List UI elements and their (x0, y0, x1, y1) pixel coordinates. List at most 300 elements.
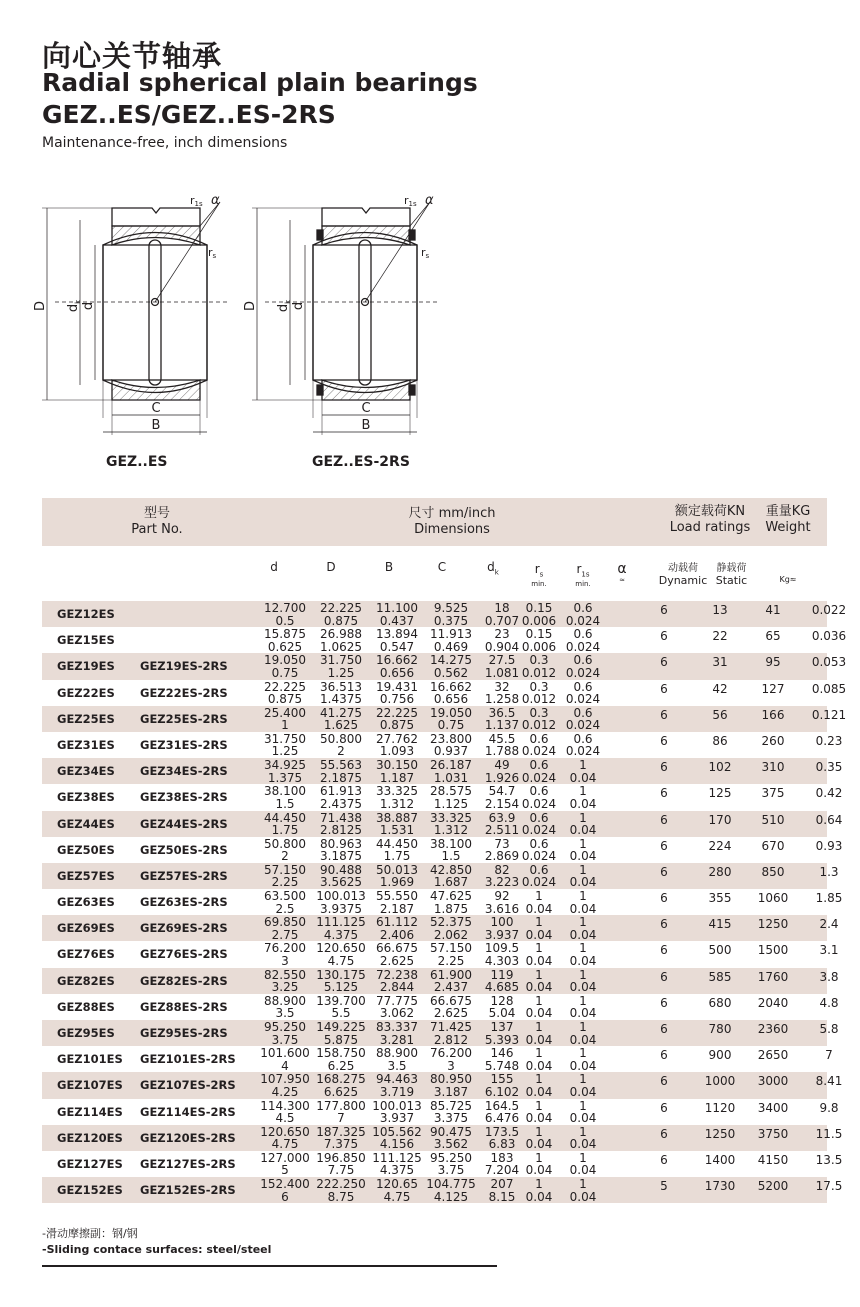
cell-w: 13.5 (815, 1152, 843, 1167)
cell-D: 50.800 2 (320, 731, 362, 759)
cell-D: 36.513 1.4375 (320, 679, 362, 707)
cell-C: 11.913 0.469 (430, 627, 472, 654)
cell-dk: 92 3.616 (484, 889, 520, 916)
cell-d: 22.225 0.875 (264, 679, 306, 707)
cell-d: 44.450 1.75 (264, 810, 306, 837)
part-number: GEZ22ES (57, 685, 115, 700)
cell-D: 168.275 6.625 (316, 1072, 366, 1099)
cell-dk: 173.5 6.83 (484, 1124, 520, 1152)
part-number-2rs: GEZ120ES-2RS (140, 1130, 236, 1145)
cell-rs: 1 0.04 (525, 941, 553, 968)
table-row (42, 862, 839, 890)
cell-dyn: 1000 (704, 1074, 736, 1089)
cell-dk: 146 5.748 (484, 1046, 520, 1073)
cell-dk: 155 6.102 (484, 1072, 520, 1099)
cell-C: 95.250 3.75 (430, 1150, 472, 1178)
cell-r1s: 0.6 0.024 (565, 653, 601, 680)
cell-w: 0.036 (811, 629, 847, 644)
cell-dk: 27.5 1.081 (484, 653, 520, 680)
table-row (42, 627, 847, 654)
cell-r1s: 1 0.04 (569, 889, 597, 916)
part-number-2rs: GEZ76ES-2RS (140, 947, 228, 962)
cell-a: 6 (660, 1022, 668, 1036)
cell-r1s: 1 0.04 (569, 1150, 597, 1178)
cell-dk: 128 5.04 (488, 993, 516, 1021)
cell-stat: 4150 (757, 1152, 789, 1167)
cell-a: 6 (660, 655, 668, 670)
cell-a: 6 (660, 707, 668, 722)
cell-C: 85.725 3.375 (430, 1098, 472, 1126)
cell-r1s: 1 0.04 (569, 967, 597, 995)
footer-rule (42, 1265, 497, 1267)
part-number-2rs: GEZ101ES-2RS (140, 1052, 236, 1067)
part-number: GEZ25ES (57, 711, 115, 726)
cell-r1s: 1 0.04 (569, 1124, 597, 1152)
dim-label-B: B (151, 418, 161, 433)
part-number: GEZ50ES (57, 842, 115, 857)
cell-dk: 164.5 6.476 (484, 1098, 520, 1126)
cell-r1s: 0.6 0.024 (565, 679, 601, 707)
cell-B: 27.762 1.093 (376, 731, 418, 759)
table-row (42, 758, 843, 785)
cell-dyn: 680 (708, 995, 732, 1010)
sub-alpha: α ≈ (617, 561, 627, 584)
cell-dyn: 1400 (704, 1152, 736, 1167)
table-row (42, 967, 839, 995)
cell-d: 152.400 6 (260, 1177, 310, 1204)
cell-r1s: 1 0.04 (569, 915, 597, 942)
table-header (42, 498, 827, 546)
cell-rs: 1 0.04 (525, 1177, 553, 1204)
cell-dk: 119 4.685 (484, 967, 520, 995)
cell-rs: 1 0.04 (525, 967, 553, 995)
cell-B: 94.463 3.719 (376, 1072, 418, 1099)
cell-C: 71.425 2.812 (430, 1020, 472, 1047)
dim-label-C: C (151, 401, 161, 416)
cell-dyn: 355 (708, 891, 732, 906)
cell-w: 7 (825, 1048, 833, 1063)
cell-a: 6 (660, 733, 668, 748)
cell-C: 57.150 2.25 (430, 941, 472, 968)
part-number-2rs: GEZ25ES-2RS (140, 711, 228, 726)
cell-D: 71.438 2.8125 (320, 810, 362, 837)
cell-a: 6 (660, 1074, 668, 1089)
cell-d: 57.150 2.25 (264, 862, 306, 890)
part-number: GEZ107ES (57, 1078, 123, 1093)
cell-d: 95.250 3.75 (264, 1020, 306, 1047)
alpha-label: α (211, 193, 220, 208)
part-number: GEZ31ES (57, 737, 115, 752)
cell-rs: 1 0.04 (525, 889, 553, 916)
cell-D: 22.225 0.875 (320, 601, 362, 628)
cell-C: 14.275 0.562 (430, 653, 472, 680)
cell-B: 38.887 1.531 (376, 810, 418, 837)
cell-dk: 54.7 2.154 (484, 784, 520, 811)
cell-stat: 1060 (757, 891, 789, 906)
dim-label-rs-2: rs (421, 246, 430, 260)
cell-C: 76.200 3 (430, 1046, 472, 1073)
cell-d: 25.400 1 (264, 705, 306, 733)
cell-r1s: 1 0.04 (569, 810, 597, 837)
cell-D: 61.913 2.4375 (320, 784, 362, 811)
cell-B: 105.562 4.156 (372, 1124, 422, 1152)
table-row (42, 993, 839, 1021)
cell-stat: 3750 (757, 1126, 789, 1141)
cell-stat: 310 (761, 760, 785, 775)
cell-C: 16.662 0.656 (430, 679, 472, 707)
cell-D: 177.800 7 (316, 1098, 366, 1126)
cell-r1s: 0.6 0.024 (565, 731, 601, 759)
cell-w: 0.23 (815, 733, 843, 748)
cell-stat: 850 (761, 864, 785, 879)
cell-C: 47.625 1.875 (430, 889, 472, 916)
cell-dyn: 1120 (704, 1100, 736, 1115)
dim-label-dk: $d_k$ (66, 299, 82, 313)
cell-D: 139.700 5.5 (316, 993, 366, 1021)
part-number-2rs: GEZ82ES-2RS (140, 973, 228, 988)
cell-C: 28.575 1.125 (430, 784, 472, 811)
cell-dyn: 86 (712, 733, 728, 748)
cell-dyn: 22 (712, 629, 728, 644)
cell-dk: 32 1.258 (484, 679, 520, 707)
cell-rs: 0.3 0.012 (521, 653, 557, 680)
table-row (42, 679, 847, 707)
table-row (42, 784, 843, 811)
cell-dk: 100 3.937 (484, 915, 520, 942)
table-row (42, 1020, 839, 1047)
cell-a: 6 (660, 838, 668, 853)
part-number: GEZ127ES (57, 1156, 123, 1171)
cell-a: 6 (660, 943, 668, 958)
cell-d: 127.000 5 (260, 1150, 310, 1178)
cell-rs: 0.3 0.012 (521, 705, 557, 733)
cell-B: 13.894 0.547 (376, 627, 418, 654)
cell-d: 120.650 4.75 (260, 1124, 310, 1152)
cell-rs: 0.6 0.024 (521, 862, 557, 890)
cell-d: 114.300 4.5 (260, 1098, 310, 1126)
cell-D: 55.563 2.1875 (320, 758, 362, 785)
part-number-2rs: GEZ88ES-2RS (140, 999, 228, 1014)
cell-w: 0.121 (811, 707, 847, 722)
cell-d: 15.875 0.625 (264, 627, 306, 654)
dim-label-dk-2: $d_k$ (276, 299, 292, 313)
cell-a: 6 (660, 995, 668, 1010)
dim-label-d-2: d (291, 301, 306, 311)
cell-r1s: 1 0.04 (569, 993, 597, 1021)
cell-C: 9.525 0.375 (433, 601, 469, 628)
cell-dyn: 1730 (704, 1179, 736, 1194)
cell-rs: 1 0.04 (525, 1020, 553, 1047)
sub-D: D (326, 560, 336, 574)
cell-rs: 0.6 0.024 (521, 784, 557, 811)
cell-d: 12.700 0.5 (264, 601, 306, 628)
table-row (42, 1046, 833, 1073)
cell-r1s: 0.6 0.024 (565, 627, 601, 654)
table-body (42, 601, 847, 1204)
cell-a: 6 (660, 891, 668, 906)
cell-a: 6 (660, 917, 668, 932)
footnote-cn: -滑动摩擦副：钢/钢 (42, 1227, 138, 1240)
cell-stat: 670 (761, 838, 785, 853)
table-row (42, 1072, 843, 1099)
cell-C: 26.187 1.031 (430, 758, 472, 785)
cell-w: 1.3 (819, 864, 839, 879)
part-number: GEZ57ES (57, 868, 115, 883)
cell-dk: 82 3.223 (484, 862, 520, 890)
cell-C: 33.325 1.312 (430, 810, 472, 837)
bearing-drawings (0, 180, 860, 480)
cell-w: 0.085 (811, 681, 847, 696)
cell-D: 41.275 1.625 (320, 705, 362, 733)
cell-d: 76.200 3 (264, 941, 306, 968)
cell-stat: 375 (761, 786, 785, 801)
cell-w: 0.42 (815, 786, 843, 801)
cell-d: 19.050 0.75 (264, 653, 306, 680)
sub-dk: $d_k$ (487, 560, 499, 577)
part-number: GEZ12ES (57, 607, 115, 621)
cell-d: 38.100 1.5 (264, 784, 306, 811)
part-number-2rs: GEZ22ES-2RS (140, 685, 228, 700)
cell-C: 66.675 2.625 (430, 993, 472, 1021)
cell-dk: 23 0.904 (484, 627, 520, 654)
cell-B: 83.337 3.281 (376, 1020, 418, 1047)
sub-B: B (384, 560, 394, 574)
cell-C: 38.100 1.5 (430, 836, 472, 864)
cell-dyn: 125 (708, 786, 732, 801)
cell-stat: 510 (761, 812, 785, 827)
drawing-label-left: GEZ..ES (106, 454, 168, 470)
cell-a: 6 (660, 603, 668, 617)
cell-C: 90.475 3.562 (430, 1124, 472, 1152)
cell-a: 6 (660, 812, 668, 827)
cell-dyn: 900 (708, 1048, 732, 1063)
cell-dk: 137 5.393 (484, 1020, 520, 1047)
cell-d: 34.925 1.375 (264, 758, 306, 785)
part-number-2rs: GEZ95ES-2RS (140, 1026, 228, 1040)
part-number-2rs: GEZ44ES-2RS (140, 816, 228, 831)
cell-B: 22.225 0.875 (376, 705, 418, 733)
cell-D: 196.850 7.75 (316, 1150, 366, 1178)
part-number: GEZ44ES (57, 816, 115, 831)
cell-D: 222.250 8.75 (316, 1177, 366, 1204)
cell-w: 0.35 (815, 760, 843, 775)
cell-w: 4.8 (819, 995, 839, 1010)
cell-r1s: 1 0.04 (569, 836, 597, 864)
cell-a: 6 (660, 1048, 668, 1063)
part-number-2rs: GEZ63ES-2RS (140, 895, 228, 910)
cell-B: 16.662 0.656 (376, 653, 418, 680)
cell-dk: 63.9 2.511 (484, 810, 520, 837)
dim-label-C-2: C (361, 401, 371, 416)
cell-w: 5.8 (819, 1022, 839, 1036)
cell-rs: 0.6 0.024 (521, 836, 557, 864)
dim-label-r1s-2: r1s (404, 194, 417, 208)
cell-d: 107.950 4.25 (260, 1072, 310, 1099)
part-number: GEZ69ES (57, 921, 115, 936)
cell-C: 42.850 1.687 (430, 862, 472, 890)
cell-stat: 2360 (757, 1022, 789, 1036)
cell-B: 111.125 4.375 (372, 1150, 422, 1178)
cell-stat: 2040 (757, 995, 789, 1010)
cell-rs: 1 0.04 (525, 1124, 553, 1152)
drawing-right (252, 202, 440, 435)
cell-d: 31.750 1.25 (264, 731, 306, 759)
cell-a: 6 (660, 1126, 668, 1141)
cell-w: 9.8 (819, 1100, 839, 1115)
cell-B: 50.013 1.969 (376, 862, 418, 890)
cell-B: 55.550 2.187 (376, 889, 418, 916)
cell-w: 3.8 (819, 969, 839, 984)
part-number: GEZ63ES (57, 895, 115, 910)
cell-rs: 0.3 0.012 (521, 679, 557, 707)
cell-r1s: 1 0.04 (569, 862, 597, 890)
table-row (42, 810, 843, 837)
cell-D: 187.325 7.375 (316, 1124, 366, 1152)
title-cn: 向心关节轴承 (42, 39, 223, 73)
part-number-2rs: GEZ114ES-2RS (140, 1104, 236, 1119)
subtitle: Maintenance-free, inch dimensions (42, 135, 288, 151)
cell-D: 120.650 4.75 (316, 941, 366, 968)
cell-B: 19.431 0.756 (376, 679, 418, 707)
footnote-en: -Sliding contace surfaces: steel/steel (42, 1243, 272, 1256)
part-number: GEZ38ES (57, 790, 115, 805)
dim-label-d: d (81, 301, 96, 311)
cell-r1s: 1 0.04 (569, 1177, 597, 1204)
cell-a: 6 (660, 760, 668, 775)
cell-B: 44.450 1.75 (376, 836, 418, 864)
cell-a: 6 (660, 629, 668, 644)
cell-w: 0.022 (811, 603, 847, 617)
part-number: GEZ19ES (57, 659, 115, 674)
cell-stat: 5200 (757, 1179, 789, 1194)
cell-d: 101.600 4 (260, 1046, 310, 1073)
part-number: GEZ88ES (57, 999, 115, 1014)
table-row (42, 705, 847, 733)
cell-stat: 2650 (757, 1048, 789, 1063)
cell-D: 31.750 1.25 (320, 653, 362, 680)
cell-d: 63.500 2.5 (264, 889, 306, 916)
cell-dk: 45.5 1.788 (484, 731, 520, 759)
table-row (42, 1150, 843, 1178)
cell-C: 23.800 0.937 (430, 731, 472, 759)
cell-rs: 1 0.04 (525, 1072, 553, 1099)
cell-rs: 0.6 0.024 (521, 731, 557, 759)
cell-dyn: 415 (708, 917, 732, 932)
cell-D: 111.125 4.375 (316, 915, 366, 942)
part-number-2rs: GEZ19ES-2RS (140, 659, 228, 674)
cell-w: 17.5 (815, 1179, 843, 1194)
cell-B: 11.100 0.437 (376, 601, 418, 628)
cell-w: 8.41 (815, 1074, 843, 1089)
cell-stat: 1250 (757, 917, 789, 932)
cell-B: 100.013 3.937 (372, 1098, 422, 1126)
cell-w: 0.053 (811, 655, 847, 670)
cell-rs: 0.6 0.024 (521, 810, 557, 837)
cell-rs: 0.15 0.006 (521, 627, 557, 654)
cell-a: 6 (660, 681, 668, 696)
cell-r1s: 1 0.04 (569, 758, 597, 785)
cell-r1s: 1 0.04 (569, 1020, 597, 1047)
part-number-2rs: GEZ34ES-2RS (140, 764, 228, 779)
cell-dyn: 224 (708, 838, 732, 853)
cell-dyn: 13 (712, 603, 728, 617)
cell-dk: 207 8.15 (488, 1177, 516, 1204)
part-number: GEZ15ES (57, 633, 115, 648)
cell-C: 52.375 2.062 (430, 915, 472, 942)
cell-stat: 260 (761, 733, 785, 748)
cell-dk: 183 7.204 (484, 1150, 520, 1178)
cell-stat: 65 (765, 629, 781, 644)
cell-C: 61.900 2.437 (430, 967, 472, 995)
cell-B: 77.775 3.062 (376, 993, 418, 1021)
cell-w: 3.1 (819, 943, 839, 958)
sub-dynamic: 动载荷 Dynamic (658, 563, 708, 587)
dim-label-D: D (33, 300, 48, 312)
cell-dyn: 280 (708, 864, 732, 879)
part-number: GEZ120ES (57, 1130, 123, 1145)
cell-dyn: 42 (712, 681, 728, 696)
cell-w: 0.64 (815, 812, 843, 827)
cell-r1s: 1 0.04 (569, 1046, 597, 1073)
cell-C: 104.775 4.125 (426, 1177, 476, 1204)
cell-B: 33.325 1.312 (376, 784, 418, 811)
cell-a: 6 (660, 1152, 668, 1167)
part-number: GEZ82ES (57, 973, 115, 988)
cell-rs: 1 0.04 (525, 1150, 553, 1178)
part-number: GEZ101ES (57, 1052, 123, 1067)
drawing-label-right: GEZ..ES-2RS (312, 454, 410, 470)
cell-dk: 18 0.707 (484, 601, 520, 628)
cell-a: 6 (660, 1100, 668, 1115)
cell-dyn: 780 (708, 1022, 732, 1036)
table-row (42, 889, 843, 916)
cell-dk: 49 1.926 (484, 758, 520, 785)
cell-B: 61.112 2.406 (376, 915, 418, 942)
cell-B: 66.675 2.625 (376, 941, 418, 968)
cell-w: 0.93 (815, 838, 843, 853)
cell-d: 50.800 2 (264, 836, 306, 864)
cell-r1s: 0.6 0.024 (565, 601, 601, 628)
cell-a: 6 (660, 864, 668, 879)
part-number-2rs: GEZ127ES-2RS (140, 1156, 236, 1171)
cell-D: 158.750 6.25 (316, 1046, 366, 1073)
table-row (42, 1124, 843, 1152)
cell-r1s: 1 0.04 (569, 1098, 597, 1126)
cell-stat: 166 (761, 707, 785, 722)
cell-rs: 1 0.04 (525, 1098, 553, 1126)
table-row (42, 653, 847, 680)
cell-rs: 1 0.04 (525, 993, 553, 1021)
cell-a: 6 (660, 969, 668, 984)
sub-r1s: $r_{1s}$ min. (575, 562, 591, 589)
cell-D: 100.013 3.9375 (316, 889, 366, 916)
cell-stat: 1500 (757, 943, 789, 958)
table-row (42, 731, 843, 759)
header-partno: 型号 Part No. (131, 506, 183, 537)
cell-D: 149.225 5.875 (316, 1020, 366, 1047)
cell-w: 2.4 (819, 917, 839, 932)
cell-stat: 127 (761, 681, 785, 696)
cell-stat: 1760 (757, 969, 789, 984)
cell-stat: 41 (765, 603, 781, 617)
part-number-2rs: GEZ107ES-2RS (140, 1078, 236, 1093)
cell-B: 88.900 3.5 (376, 1046, 418, 1073)
cell-rs: 0.15 0.006 (521, 601, 557, 628)
alpha-label-2: α (425, 193, 434, 208)
dim-label-r1s: r1s (190, 194, 203, 208)
dim-label-rs: rs (208, 246, 217, 260)
part-number: GEZ95ES (57, 1026, 115, 1040)
